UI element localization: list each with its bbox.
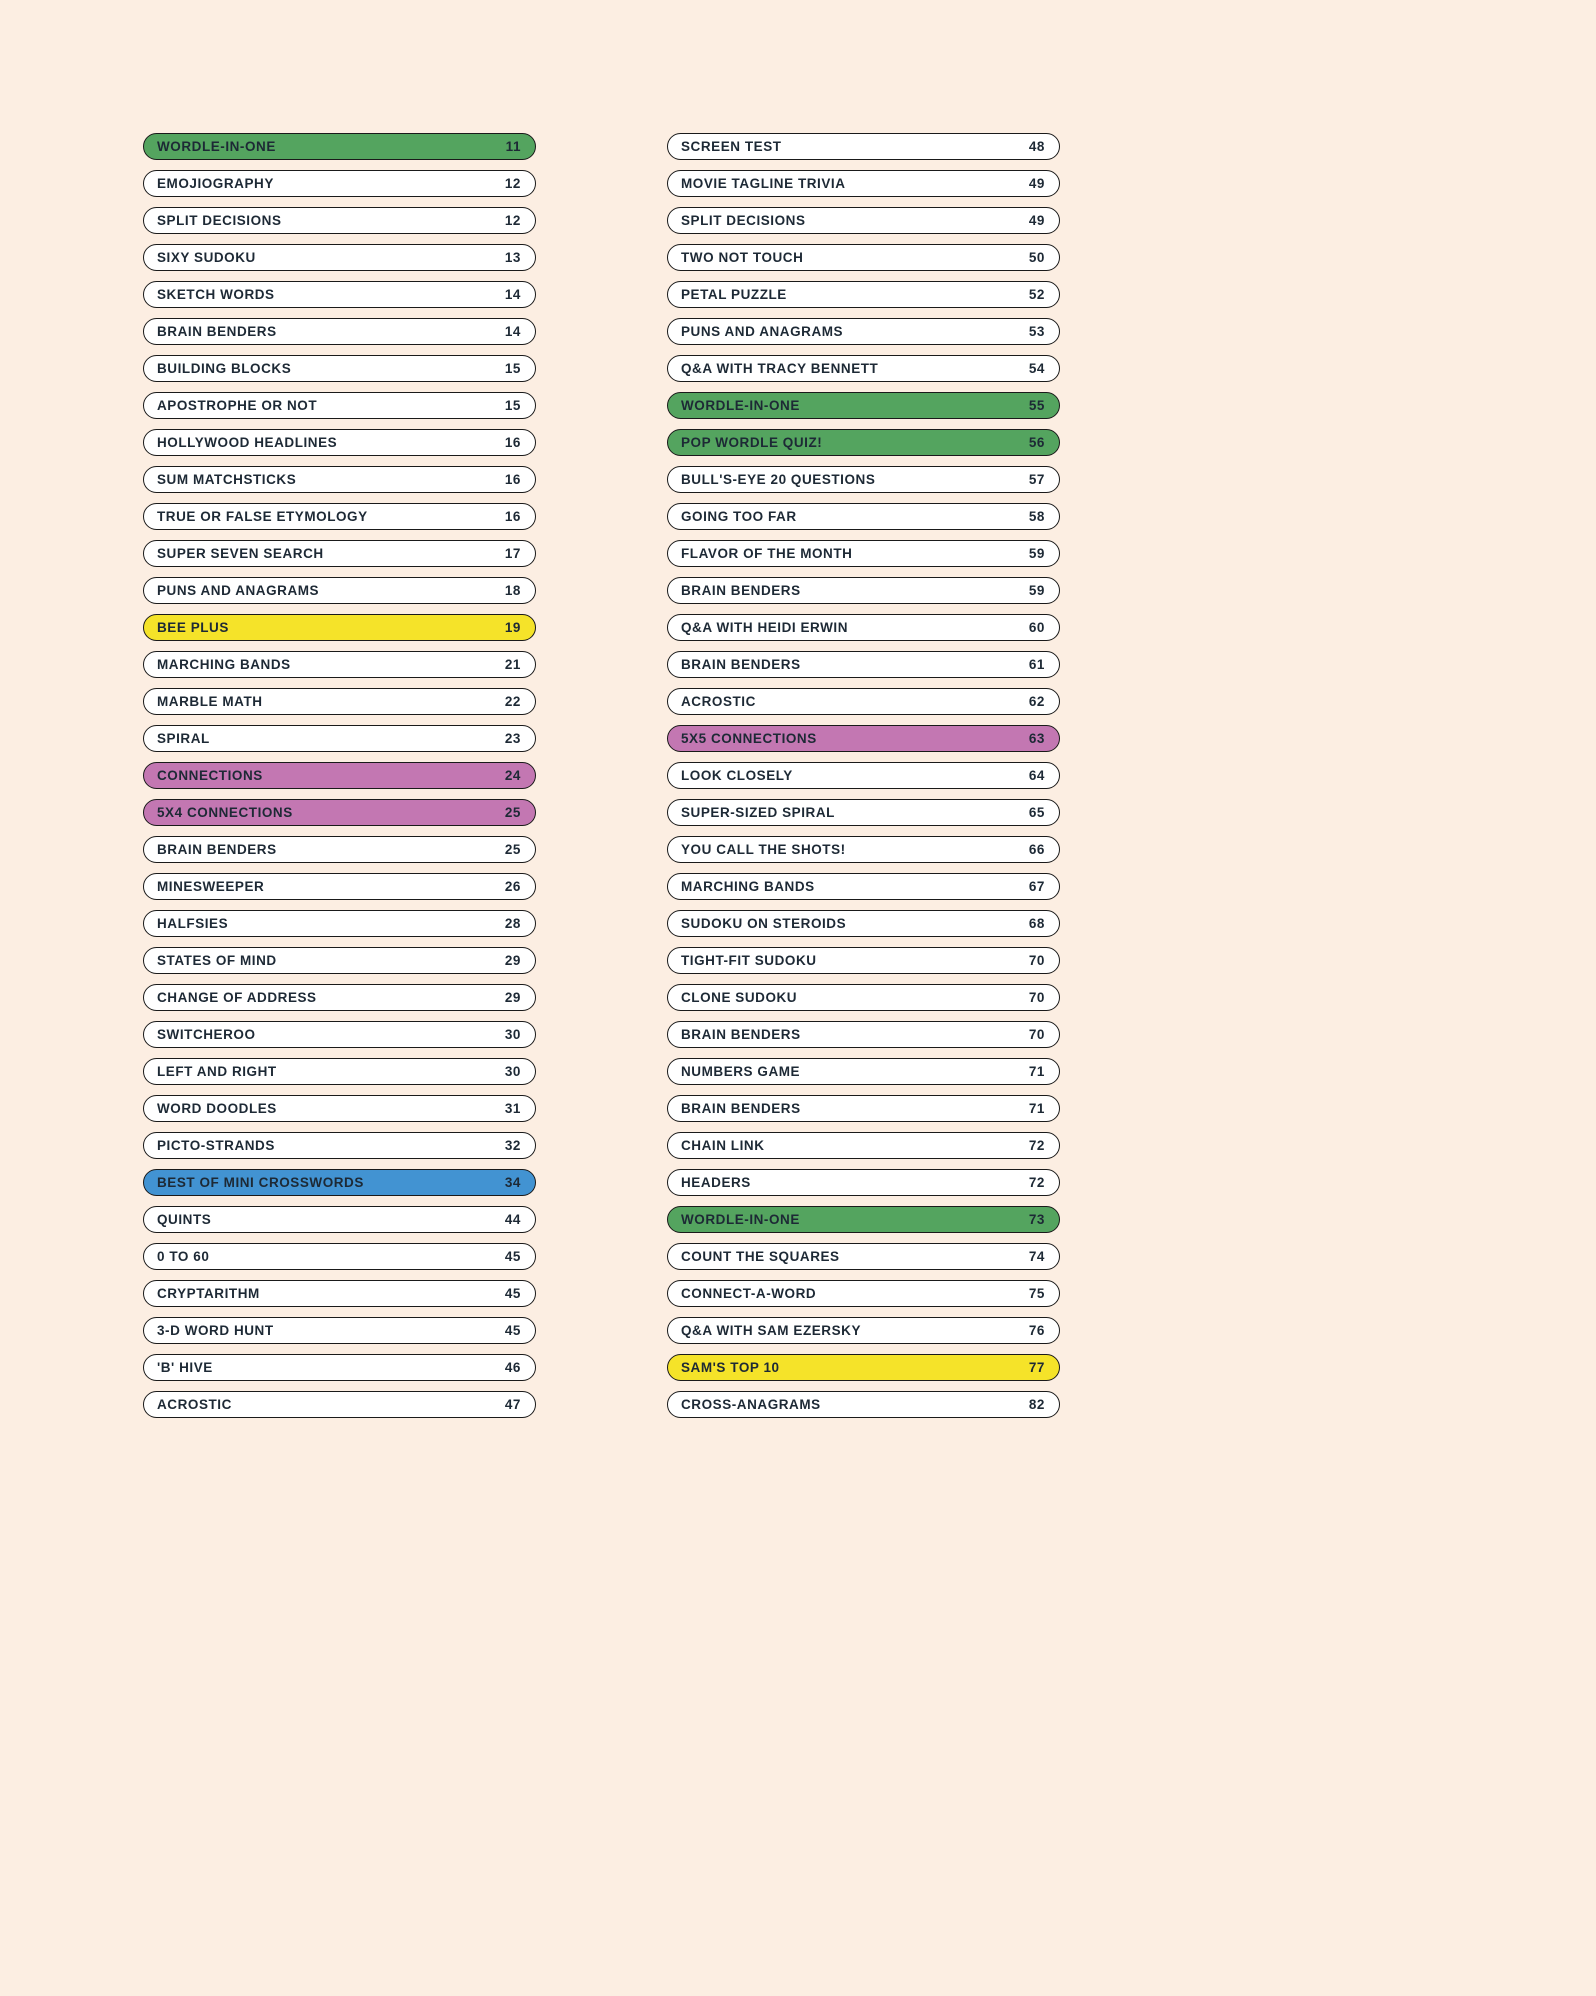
- toc-entry: [667, 318, 1060, 345]
- toc-entry: [143, 1058, 536, 1085]
- toc-entry-page: 11: [505, 139, 521, 155]
- toc-entry-title: LEFT AND RIGHT: [157, 1064, 277, 1080]
- toc-entry-title: MARBLE MATH: [157, 694, 263, 710]
- toc-entry-title: Q&A WITH SAM EZERSKY: [681, 1323, 862, 1339]
- toc-entry-page: 62: [1028, 694, 1045, 710]
- toc-entry-page: 55: [1028, 398, 1045, 414]
- toc-entry-page: 30: [504, 1027, 521, 1043]
- toc-entry-page: 50: [1028, 250, 1045, 266]
- toc-entry: [667, 1206, 1060, 1233]
- toc-entry: [667, 244, 1060, 271]
- toc-entry: [143, 207, 536, 234]
- toc-entry: [143, 466, 536, 493]
- toc-entry: [667, 688, 1060, 715]
- toc-entry-page: 82: [1028, 1397, 1045, 1413]
- toc-entry-page: 30: [504, 1064, 521, 1080]
- toc-entry: [667, 1317, 1060, 1344]
- toc-entry-page: 16: [504, 435, 521, 451]
- toc-entry: [667, 947, 1060, 974]
- toc-entry-page: 32: [504, 1138, 521, 1154]
- toc-entry: [143, 1206, 536, 1233]
- toc-entry-page: 54: [1028, 361, 1045, 377]
- toc-entry-title: COUNT THE SQUARES: [681, 1249, 840, 1265]
- toc-entry-page: 66: [1028, 842, 1045, 858]
- toc-entry-page: 29: [504, 953, 521, 969]
- toc-entry: [143, 1021, 536, 1048]
- toc-entry: [143, 836, 536, 863]
- toc-entry-title: Q&A WITH TRACY BENNETT: [681, 361, 879, 377]
- toc-entry: [667, 614, 1060, 641]
- toc-entry-title: SUM MATCHSTICKS: [157, 472, 297, 488]
- toc-entry-title: CONNECT-A-WORD: [681, 1286, 817, 1302]
- toc-entry-title: SKETCH WORDS: [157, 287, 275, 303]
- toc-entry-title: APOSTROPHE OR NOT: [157, 398, 318, 414]
- toc-entry: [143, 651, 536, 678]
- toc-entry: [143, 984, 536, 1011]
- toc-entry: [667, 392, 1060, 419]
- toc-column-left: [143, 133, 536, 1428]
- toc-entry-page: 26: [504, 879, 521, 895]
- toc-entry-page: 22: [504, 694, 521, 710]
- toc-entry-title: BUILDING BLOCKS: [157, 361, 292, 377]
- toc-entry-page: 28: [504, 916, 521, 932]
- toc-entry: [143, 762, 536, 789]
- toc-entry-page: 58: [1028, 509, 1045, 525]
- toc-entry-title: BRAIN BENDERS: [681, 1101, 801, 1117]
- toc-entry-page: 16: [504, 472, 521, 488]
- toc-column-right: [667, 133, 1060, 1428]
- toc-entry-page: 49: [1028, 176, 1045, 192]
- toc-entry-page: 63: [1028, 731, 1045, 747]
- toc-entry-page: 19: [504, 620, 521, 636]
- toc-entry-title: CHANGE OF ADDRESS: [157, 990, 317, 1006]
- toc-entry-title: 0 TO 60: [157, 1249, 210, 1265]
- toc-entry-page: 46: [504, 1360, 521, 1376]
- toc-entry: [667, 503, 1060, 530]
- toc-entry-page: 18: [504, 583, 521, 599]
- toc-entry-page: 70: [1028, 990, 1045, 1006]
- toc-entry-page: 72: [1028, 1175, 1045, 1191]
- toc-entry-page: 21: [504, 657, 521, 673]
- toc-entry-title: 3-D WORD HUNT: [157, 1323, 274, 1339]
- toc-entry-title: SPLIT DECISIONS: [681, 213, 806, 229]
- toc-entry-page: 75: [1028, 1286, 1045, 1302]
- toc-entry-title: CRYPTARITHM: [157, 1286, 260, 1302]
- toc-entry: [143, 873, 536, 900]
- toc-entry-title: BRAIN BENDERS: [681, 1027, 801, 1043]
- toc-entry-page: 56: [1028, 435, 1045, 451]
- toc-entry-page: 15: [504, 398, 521, 414]
- toc-entry: [143, 281, 536, 308]
- toc-entry-page: 70: [1028, 1027, 1045, 1043]
- toc-entry-page: 12: [504, 176, 521, 192]
- toc-entry-title: TWO NOT TOUCH: [681, 250, 804, 266]
- toc-entry-page: 72: [1028, 1138, 1045, 1154]
- toc-entry-page: 23: [504, 731, 521, 747]
- toc-entry-page: 31: [504, 1101, 521, 1117]
- toc-entry-page: 71: [1028, 1101, 1045, 1117]
- toc-entry: [667, 540, 1060, 567]
- toc-entry-title: BRAIN BENDERS: [157, 324, 277, 340]
- toc-entry-title: EMOJIOGRAPHY: [157, 176, 274, 192]
- toc-entry-page: 34: [504, 1175, 521, 1191]
- toc-entry-page: 65: [1028, 805, 1045, 821]
- toc-entry-title: CROSS-ANAGRAMS: [681, 1397, 821, 1413]
- toc-entry-title: SIXY SUDOKU: [157, 250, 256, 266]
- toc-entry-title: SPIRAL: [157, 731, 210, 747]
- toc-entry: [667, 281, 1060, 308]
- toc-entry: [143, 910, 536, 937]
- toc-entry-title: STATES OF MIND: [157, 953, 277, 969]
- toc-entry: [143, 799, 536, 826]
- toc-entry-title: QUINTS: [157, 1212, 212, 1228]
- toc-entry-page: 45: [504, 1249, 521, 1265]
- toc-entry-title: LOOK CLOSELY: [681, 768, 793, 784]
- toc-entry: [667, 1243, 1060, 1270]
- toc-entry-title: SAM'S TOP 10: [681, 1360, 780, 1376]
- toc-entry-title: FLAVOR OF THE MONTH: [681, 546, 853, 562]
- toc-entry: [143, 540, 536, 567]
- toc-entry-page: 45: [504, 1286, 521, 1302]
- toc-entry: [667, 725, 1060, 752]
- toc-entry-page: 57: [1028, 472, 1045, 488]
- toc-entry: [143, 392, 536, 419]
- toc-entry-page: 44: [504, 1212, 521, 1228]
- toc-entry: [667, 1095, 1060, 1122]
- toc-entry-title: Q&A WITH HEIDI ERWIN: [681, 620, 848, 636]
- toc-entry-title: SUPER SEVEN SEARCH: [157, 546, 324, 562]
- toc-entry: [143, 688, 536, 715]
- toc-entry: [667, 170, 1060, 197]
- toc-entry-title: HEADERS: [681, 1175, 751, 1191]
- toc-entry-page: 68: [1028, 916, 1045, 932]
- toc-entry-title: MARCHING BANDS: [681, 879, 815, 895]
- toc-entry: [667, 1280, 1060, 1307]
- toc-entry-page: 59: [1028, 546, 1045, 562]
- toc-entry-title: GOING TOO FAR: [681, 509, 797, 525]
- toc-entry-title: WORD DOODLES: [157, 1101, 277, 1117]
- toc-entry-page: 60: [1028, 620, 1045, 636]
- toc-entry: [143, 1354, 536, 1381]
- toc-entry-page: 15: [504, 361, 521, 377]
- toc-entry: [143, 429, 536, 456]
- toc-entry-title: MINESWEEPER: [157, 879, 265, 895]
- toc-entry: [667, 1058, 1060, 1085]
- toc-entry-page: 14: [504, 287, 521, 303]
- toc-entry-title: SCREEN TEST: [681, 139, 782, 155]
- toc-entry-title: BULL'S-EYE 20 QUESTIONS: [681, 472, 876, 488]
- toc-entry: [667, 762, 1060, 789]
- toc-entry: [667, 1354, 1060, 1381]
- toc-entry-title: CHAIN LINK: [681, 1138, 765, 1154]
- toc-entry: [143, 1169, 536, 1196]
- toc-entry: [667, 984, 1060, 1011]
- toc-entry: [667, 1391, 1060, 1418]
- toc-entry: [143, 1317, 536, 1344]
- toc-entry-title: WORDLE-IN-ONE: [681, 1212, 800, 1228]
- toc-entry-page: 48: [1028, 139, 1045, 155]
- toc-entry: [143, 1243, 536, 1270]
- toc-entry-page: 45: [504, 1323, 521, 1339]
- toc-entry-page: 67: [1028, 879, 1045, 895]
- toc-entry-page: 47: [504, 1397, 521, 1413]
- toc-entry-title: SPLIT DECISIONS: [157, 213, 282, 229]
- toc-entry: [667, 651, 1060, 678]
- toc-entry-title: WORDLE-IN-ONE: [157, 139, 276, 155]
- toc-entry-page: 12: [504, 213, 521, 229]
- toc-entry-title: TIGHT-FIT SUDOKU: [681, 953, 817, 969]
- toc-entry-title: HALFSIES: [157, 916, 229, 932]
- toc-entry-title: MOVIE TAGLINE TRIVIA: [681, 176, 846, 192]
- toc-entry: [143, 1132, 536, 1159]
- toc-entry-title: TRUE OR FALSE ETYMOLOGY: [157, 509, 368, 525]
- toc-entry: [667, 466, 1060, 493]
- toc-entry-title: 5X5 CONNECTIONS: [681, 731, 817, 747]
- toc-entry: [667, 1132, 1060, 1159]
- toc-entry: [143, 947, 536, 974]
- toc-entry: [143, 1095, 536, 1122]
- toc-entry-title: SUDOKU ON STEROIDS: [681, 916, 847, 932]
- toc-entry-title: 'B' HIVE: [157, 1360, 213, 1376]
- toc-entry: [143, 133, 536, 160]
- toc-entry-page: 25: [504, 805, 521, 821]
- toc-entry-title: 5X4 CONNECTIONS: [157, 805, 293, 821]
- toc-entry-title: BRAIN BENDERS: [681, 657, 801, 673]
- toc-entry: [667, 133, 1060, 160]
- toc-entry-title: YOU CALL THE SHOTS!: [681, 842, 846, 858]
- toc-entry-page: 49: [1028, 213, 1045, 229]
- toc-entry: [143, 318, 536, 345]
- toc-entry: [143, 503, 536, 530]
- toc-entry-page: 14: [504, 324, 521, 340]
- toc-entry-title: PETAL PUZZLE: [681, 287, 787, 303]
- toc-entry: [143, 577, 536, 604]
- toc-page: [143, 133, 1060, 1428]
- toc-entry-page: 77: [1028, 1360, 1045, 1376]
- toc-entry-title: CONNECTIONS: [157, 768, 263, 784]
- toc-entry-title: PICTO-STRANDS: [157, 1138, 275, 1154]
- toc-entry: [667, 873, 1060, 900]
- toc-entry-page: 52: [1028, 287, 1045, 303]
- toc-entry: [667, 577, 1060, 604]
- toc-entry-title: BRAIN BENDERS: [157, 842, 277, 858]
- toc-entry-title: BEE PLUS: [157, 620, 229, 636]
- toc-entry-page: 59: [1028, 583, 1045, 599]
- toc-entry: [143, 1280, 536, 1307]
- toc-entry-page: 17: [504, 546, 521, 562]
- toc-entry-page: 13: [504, 250, 521, 266]
- toc-entry-title: ACROSTIC: [681, 694, 756, 710]
- toc-entry-title: MARCHING BANDS: [157, 657, 291, 673]
- toc-entry-page: 73: [1028, 1212, 1045, 1228]
- toc-entry: [667, 355, 1060, 382]
- toc-entry: [667, 207, 1060, 234]
- toc-entry-title: NUMBERS GAME: [681, 1064, 801, 1080]
- toc-entry: [667, 1169, 1060, 1196]
- toc-entry-page: 29: [504, 990, 521, 1006]
- toc-entry-page: 76: [1028, 1323, 1045, 1339]
- toc-entry-title: BRAIN BENDERS: [681, 583, 801, 599]
- toc-entry-title: WORDLE-IN-ONE: [681, 398, 800, 414]
- toc-entry: [143, 1391, 536, 1418]
- toc-entry-page: 25: [504, 842, 521, 858]
- toc-entry: [667, 910, 1060, 937]
- toc-entry-page: 24: [504, 768, 521, 784]
- toc-entry-page: 70: [1028, 953, 1045, 969]
- toc-entry: [667, 799, 1060, 826]
- toc-entry: [667, 836, 1060, 863]
- toc-entry: [143, 170, 536, 197]
- toc-entry-title: PUNS AND ANAGRAMS: [157, 583, 320, 599]
- toc-entry-page: 61: [1028, 657, 1045, 673]
- toc-entry-page: 53: [1028, 324, 1045, 340]
- toc-entry: [667, 1021, 1060, 1048]
- toc-entry-title: HOLLYWOOD HEADLINES: [157, 435, 338, 451]
- toc-entry: [143, 725, 536, 752]
- toc-entry-title: PUNS AND ANAGRAMS: [681, 324, 844, 340]
- toc-entry-title: ACROSTIC: [157, 1397, 232, 1413]
- toc-entry-title: POP WORDLE QUIZ!: [681, 435, 823, 451]
- toc-entry: [667, 429, 1060, 456]
- toc-entry-title: CLONE SUDOKU: [681, 990, 798, 1006]
- toc-entry-page: 64: [1028, 768, 1045, 784]
- toc-entry-title: BEST OF MINI CROSSWORDS: [157, 1175, 364, 1191]
- toc-entry-title: SWITCHEROO: [157, 1027, 256, 1043]
- toc-entry-page: 74: [1028, 1249, 1045, 1265]
- toc-entry-title: SUPER-SIZED SPIRAL: [681, 805, 835, 821]
- toc-entry: [143, 355, 536, 382]
- toc-entry-page: 16: [504, 509, 521, 525]
- toc-entry-page: 71: [1028, 1064, 1045, 1080]
- toc-entry: [143, 244, 536, 271]
- toc-entry: [143, 614, 536, 641]
